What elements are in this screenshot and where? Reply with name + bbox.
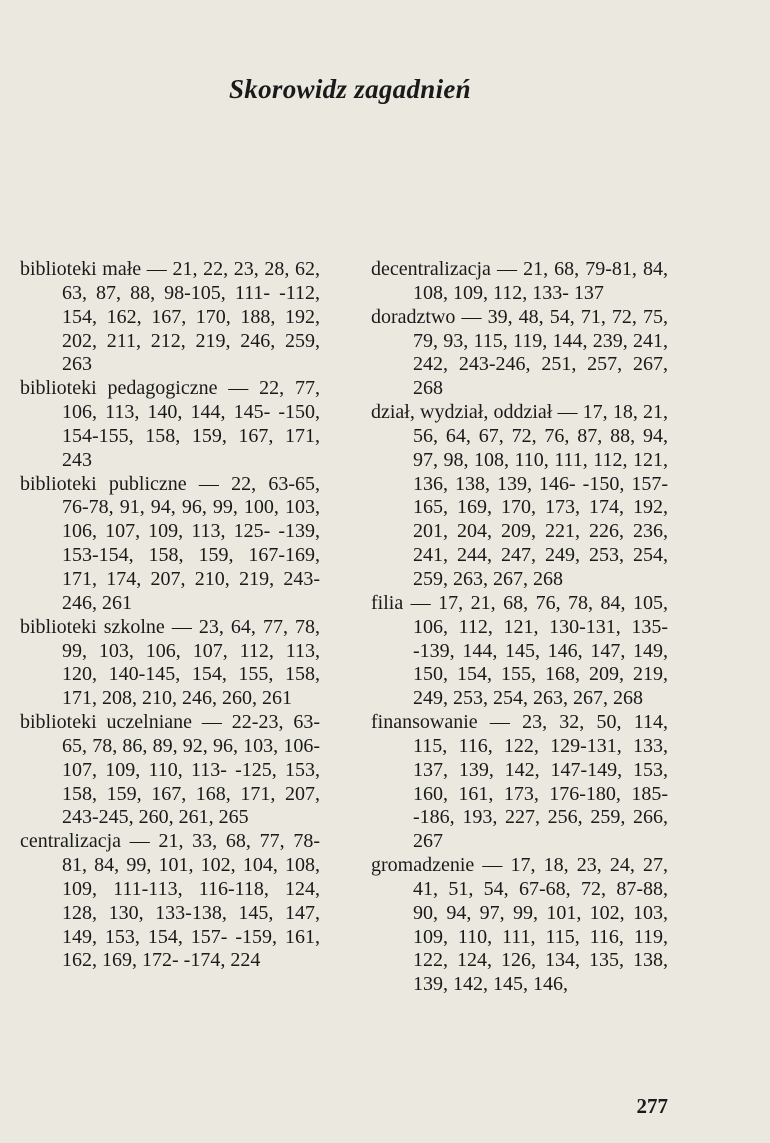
index-entry: gromadzenie — 17, 18, 23, 24, 27, 41, 51, 54, 67-68, 72, 87-88, 90, 94, 97, 99, 101, 102, 103, 109, 110, 111, 115, 116, 119, 122, 124, 126, 134, 135, 138, 139, 142, 145, 146, [371, 854, 668, 996]
index-entry: centralizacja — 21, 33, 68, 77, 78-81, 84, 99, 101, 102, 104, 108, 109, 111-113, 116-118, 124, 128, 130, 133-138, 145, 147, 149, 153, 154, 157- -159, 161, 162, 169, 172- -174, 224 [20, 830, 320, 972]
index-entry: biblioteki uczelniane — 22-23, 63-65, 78, 86, 89, 92, 96, 103, 106-107, 109, 110, 113- -125, 153, 158, 159, 167, 168, 171, 207, 243-245, 260, 261, 265 [20, 711, 320, 829]
index-entry: biblioteki szkolne — 23, 64, 77, 78, 99, 103, 106, 107, 112, 113, 120, 140-145, 154, 155, 158, 171, 208, 210, 246, 260, 261 [20, 615, 320, 710]
index-entry: finansowanie — 23, 32, 50, 114, 115, 116, 122, 129-131, 133, 137, 139, 142, 147-149, 153, 160, 161, 173, 176-180, 185- -186, 193, 227, 256, 259, 266, 267 [371, 711, 668, 853]
index-entry: biblioteki małe — 21, 22, 23, 28, 62, 63, 87, 88, 98-105, 111- -112, 154, 162, 167, 170, 188, 192, 202, 211, 212, 219, 246, 259, 263 [20, 258, 320, 376]
index-entry: biblioteki publiczne — 22, 63-65, 76-78, 91, 94, 96, 99, 100, 103, 106, 107, 109, 113, 125- -139, 153-154, 158, 159, 167-169, 171, 174, 207, 210, 219, 243-246, 261 [20, 472, 320, 614]
index-entry: dział, wydział, oddział — 17, 18, 21, 56, 64, 67, 72, 76, 87, 88, 94, 97, 98, 108, 110, 111, 112, 121, 136, 138, 139, 146- -150, 157-165, 169, 170, 173, 174, 192, 201, 204, 209, 221, 226, 236, 241, 244, 247, 249, 253, 254, 259, 263, 267, 268 [371, 401, 668, 590]
index-entry: doradztwo — 39, 48, 54, 71, 72, 75, 79, 93, 115, 119, 144, 239, 241, 242, 243-246, 251, 257, 267, 268 [371, 305, 668, 400]
index-column-right [371, 258, 668, 997]
index-entry: biblioteki pedagogiczne — 22, 77, 106, 113, 140, 144, 145- -150, 154-155, 158, 159, 167, 171, 243 [20, 377, 320, 471]
index-entry: filia — 17, 21, 68, 76, 78, 84, 105, 106, 112, 121, 130-131, 135- -139, 144, 145, 146, 147, 149, 150, 154, 155, 168, 209, 219, 249, 253, 254, 263, 267, 268 [371, 591, 668, 710]
page-number: 277 [636, 1094, 668, 1118]
page-title: Skorowidz zagadnień [228, 74, 472, 104]
index-column-left [20, 258, 320, 973]
index-entry: decentralizacja — 21, 68, 79-81, 84, 108, 109, 112, 133- 137 [371, 258, 668, 304]
